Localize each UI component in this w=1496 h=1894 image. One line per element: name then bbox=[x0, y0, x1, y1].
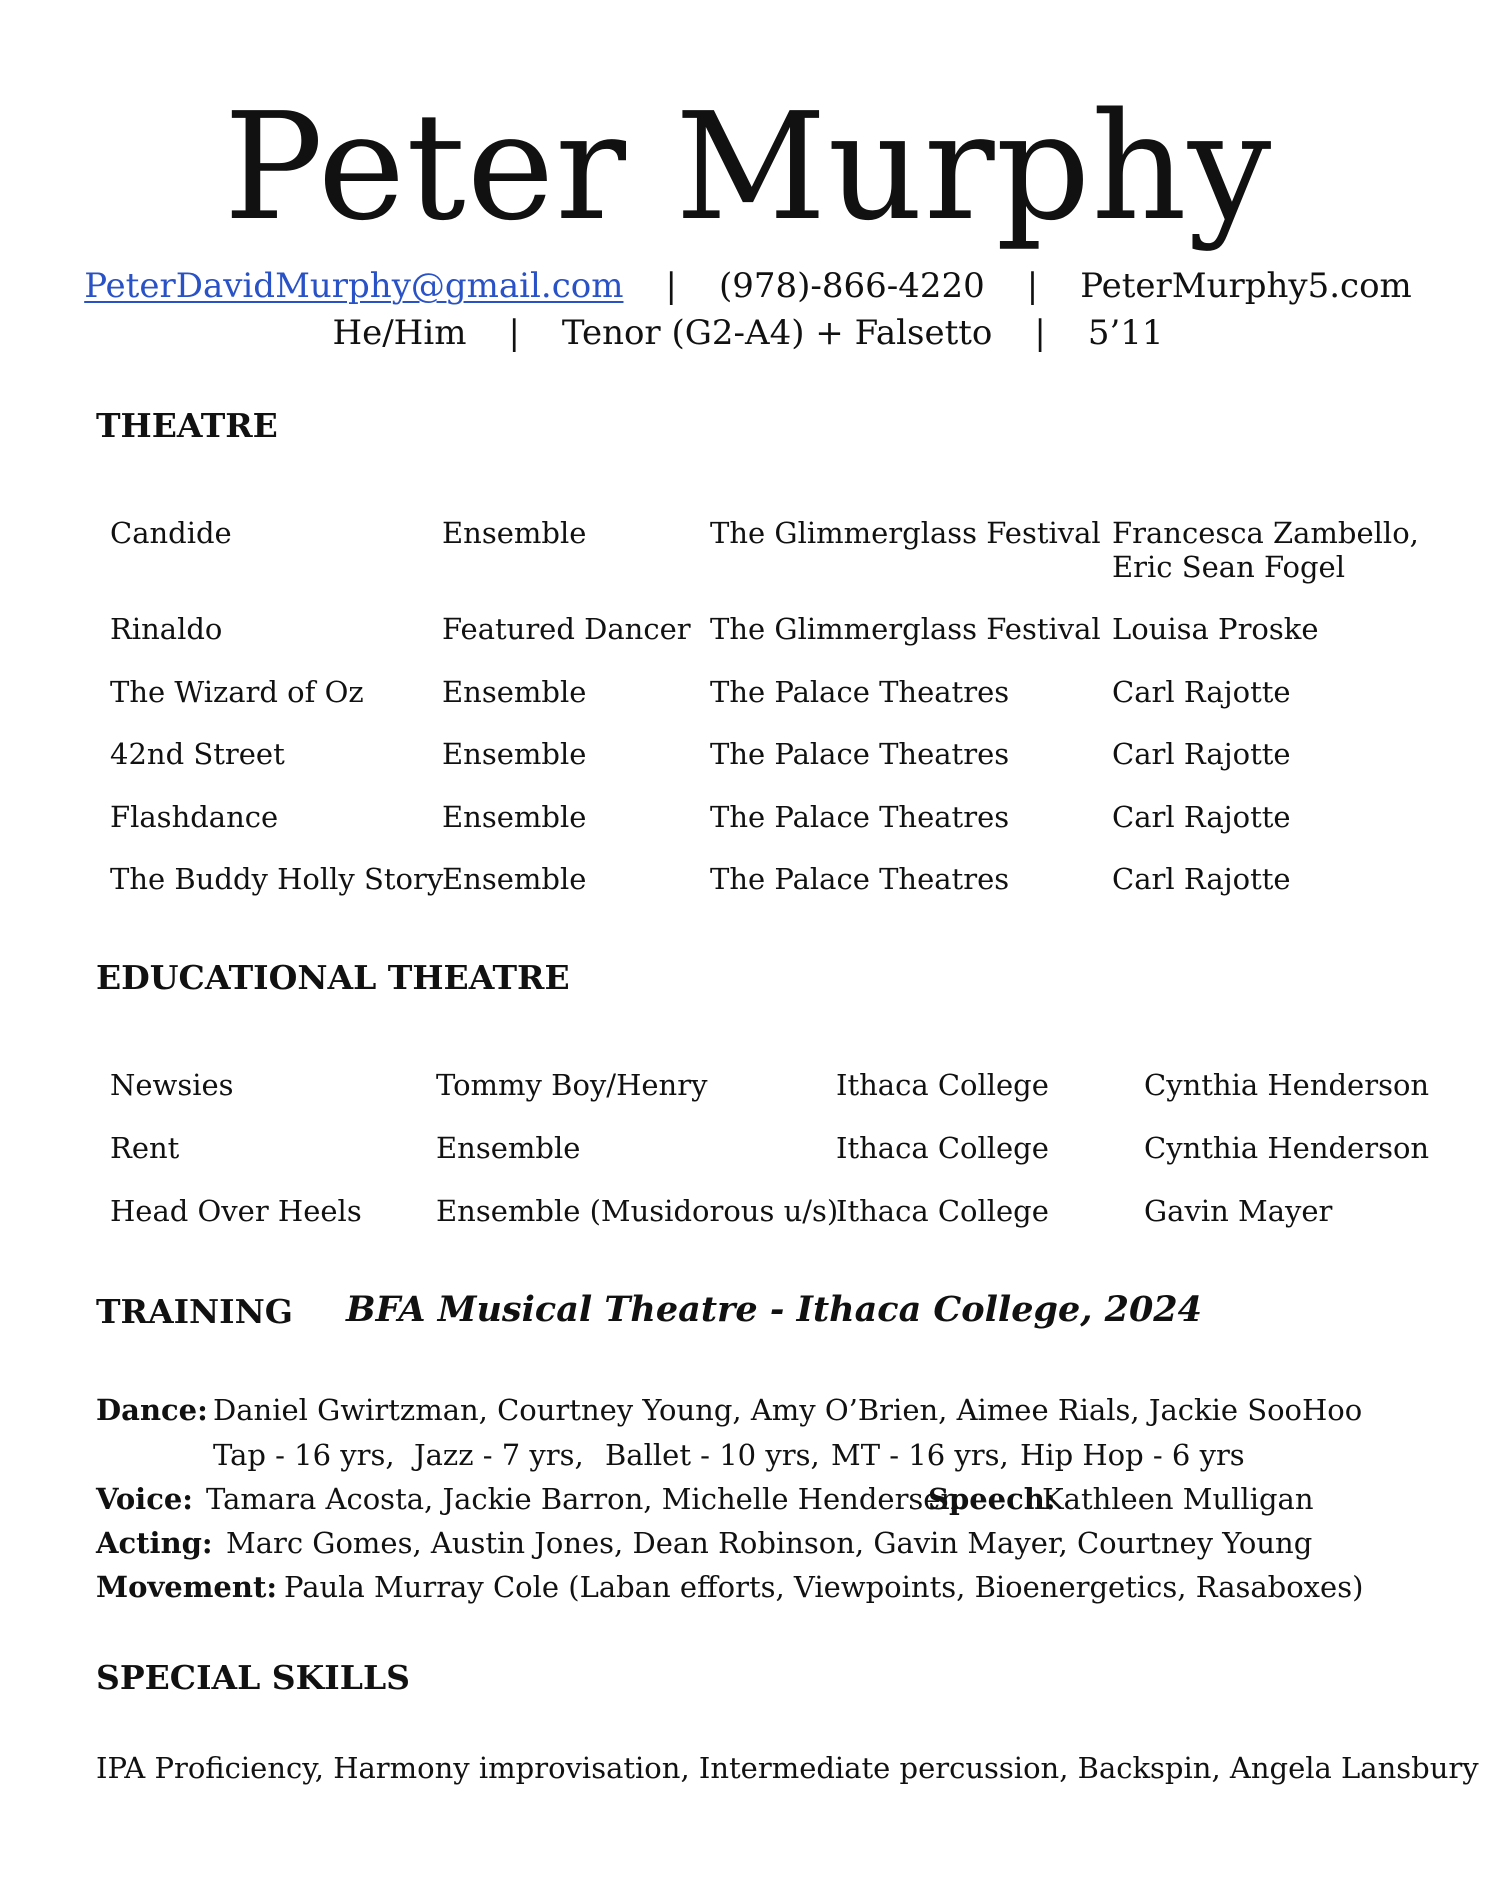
degree: BFA Musical Theatre - Ithaca College, 2024 bbox=[346, 1289, 1203, 1330]
voice-row bbox=[96, 1477, 1314, 1521]
director: Francesca Zambello, bbox=[1112, 516, 1419, 550]
company: The Palace Theatres bbox=[710, 675, 1010, 709]
dance-years-item: Hip Hop - 6 yrs bbox=[1020, 1438, 1245, 1472]
movement-row bbox=[96, 1565, 1364, 1609]
contact-line-2 bbox=[0, 311, 1496, 355]
role: Ensemble (Musidorous u/s) bbox=[436, 1194, 839, 1228]
school: Ithaca College bbox=[836, 1131, 1049, 1165]
role: Featured Dancer bbox=[442, 612, 691, 646]
show-title: Candide bbox=[110, 516, 232, 550]
director: Louisa Proske bbox=[1112, 612, 1319, 646]
director: Gavin Mayer bbox=[1144, 1194, 1333, 1228]
role: Ensemble bbox=[436, 1131, 581, 1165]
show-title: The Wizard of Oz bbox=[110, 675, 364, 709]
speech-teachers: Kathleen Mulligan bbox=[1042, 1482, 1314, 1516]
director: Carl Rajotte bbox=[1112, 675, 1291, 709]
voice-label: Voice: bbox=[96, 1482, 194, 1516]
voice-type: Tenor (G2-A4) + Falsetto bbox=[561, 313, 993, 353]
theatre-heading: THEATRE bbox=[96, 406, 278, 445]
acting-label: Acting: bbox=[96, 1526, 213, 1560]
special-skills-text: IPA Proficiency, Harmony improvisation, Intermediate percussion, Backspin, Angela Lansbury bbox=[96, 1751, 1479, 1785]
company: The Glimmerglass Festival bbox=[710, 516, 1101, 550]
role: Ensemble bbox=[442, 862, 587, 896]
company: The Glimmerglass Festival bbox=[710, 612, 1101, 646]
director: Carl Rajotte bbox=[1112, 800, 1291, 834]
show-title: 42nd Street bbox=[110, 737, 285, 771]
email-link[interactable]: PeterDavidMurphy@gmail.com bbox=[84, 266, 624, 306]
dance-row bbox=[96, 1388, 1363, 1432]
dance-years-item: Ballet - 10 yrs, bbox=[605, 1438, 820, 1472]
show-title: Rinaldo bbox=[110, 612, 223, 646]
director: Cynthia Henderson bbox=[1144, 1131, 1430, 1165]
show-title: Rent bbox=[110, 1131, 180, 1165]
dance-teachers: Daniel Gwirtzman, Courtney Young, Amy O’Brien, Aimee Rials, Jackie SooHoo bbox=[213, 1393, 1363, 1427]
director: Carl Rajotte bbox=[1112, 737, 1291, 771]
contact-line-1 bbox=[0, 264, 1496, 308]
height: 5’11 bbox=[1087, 313, 1164, 353]
resume-name: Peter Murphy bbox=[223, 81, 1273, 253]
school: Ithaca College bbox=[836, 1068, 1049, 1102]
voice-teachers: Tamara Acosta, Jackie Barron, Michelle Hendersen bbox=[206, 1482, 960, 1516]
company: The Palace Theatres bbox=[710, 800, 1010, 834]
show-title: The Buddy Holly Story bbox=[110, 862, 444, 896]
pronouns: He/Him bbox=[332, 313, 467, 353]
training-heading: TRAINING bbox=[96, 1292, 293, 1331]
role: Ensemble bbox=[442, 800, 587, 834]
show-title: Newsies bbox=[110, 1068, 234, 1102]
movement-teachers: Paula Murray Cole (Laban efforts, Viewpoints, Bioenergetics, Rasaboxes) bbox=[284, 1570, 1364, 1604]
separator: | bbox=[1026, 266, 1039, 306]
separator: | bbox=[1034, 313, 1046, 353]
speech-label: Speech: bbox=[928, 1482, 1056, 1516]
dance-years-item: Jazz - 7 yrs, bbox=[414, 1438, 584, 1472]
dance-years-item: Tap - 16 yrs, bbox=[213, 1438, 395, 1472]
director: Eric Sean Fogel bbox=[1112, 550, 1345, 584]
dance-label: Dance: bbox=[96, 1393, 208, 1427]
director: Cynthia Henderson bbox=[1144, 1068, 1430, 1102]
acting-teachers: Marc Gomes, Austin Jones, Dean Robinson, Gavin Mayer, Courtney Young bbox=[226, 1526, 1313, 1560]
separator: | bbox=[665, 266, 677, 306]
show-title: Flashdance bbox=[110, 800, 279, 834]
special-skills-heading: SPECIAL SKILLS bbox=[96, 1658, 410, 1697]
company: The Palace Theatres bbox=[710, 737, 1010, 771]
dance-years-item: MT - 16 yrs, bbox=[831, 1438, 1009, 1472]
phone-number: (978)-866-4220 bbox=[718, 266, 985, 306]
educational-theatre-heading: EDUCATIONAL THEATRE bbox=[96, 958, 570, 997]
company: The Palace Theatres bbox=[710, 862, 1010, 896]
role: Tommy Boy/Henry bbox=[436, 1068, 708, 1102]
separator: | bbox=[508, 313, 520, 353]
website: PeterMurphy5.com bbox=[1080, 266, 1412, 306]
role: Ensemble bbox=[442, 675, 587, 709]
school: Ithaca College bbox=[836, 1194, 1049, 1228]
acting-row bbox=[96, 1521, 1313, 1565]
movement-label: Movement: bbox=[96, 1570, 278, 1604]
director: Carl Rajotte bbox=[1112, 862, 1291, 896]
role: Ensemble bbox=[442, 737, 587, 771]
show-title: Head Over Heels bbox=[110, 1194, 362, 1228]
role: Ensemble bbox=[442, 516, 587, 550]
